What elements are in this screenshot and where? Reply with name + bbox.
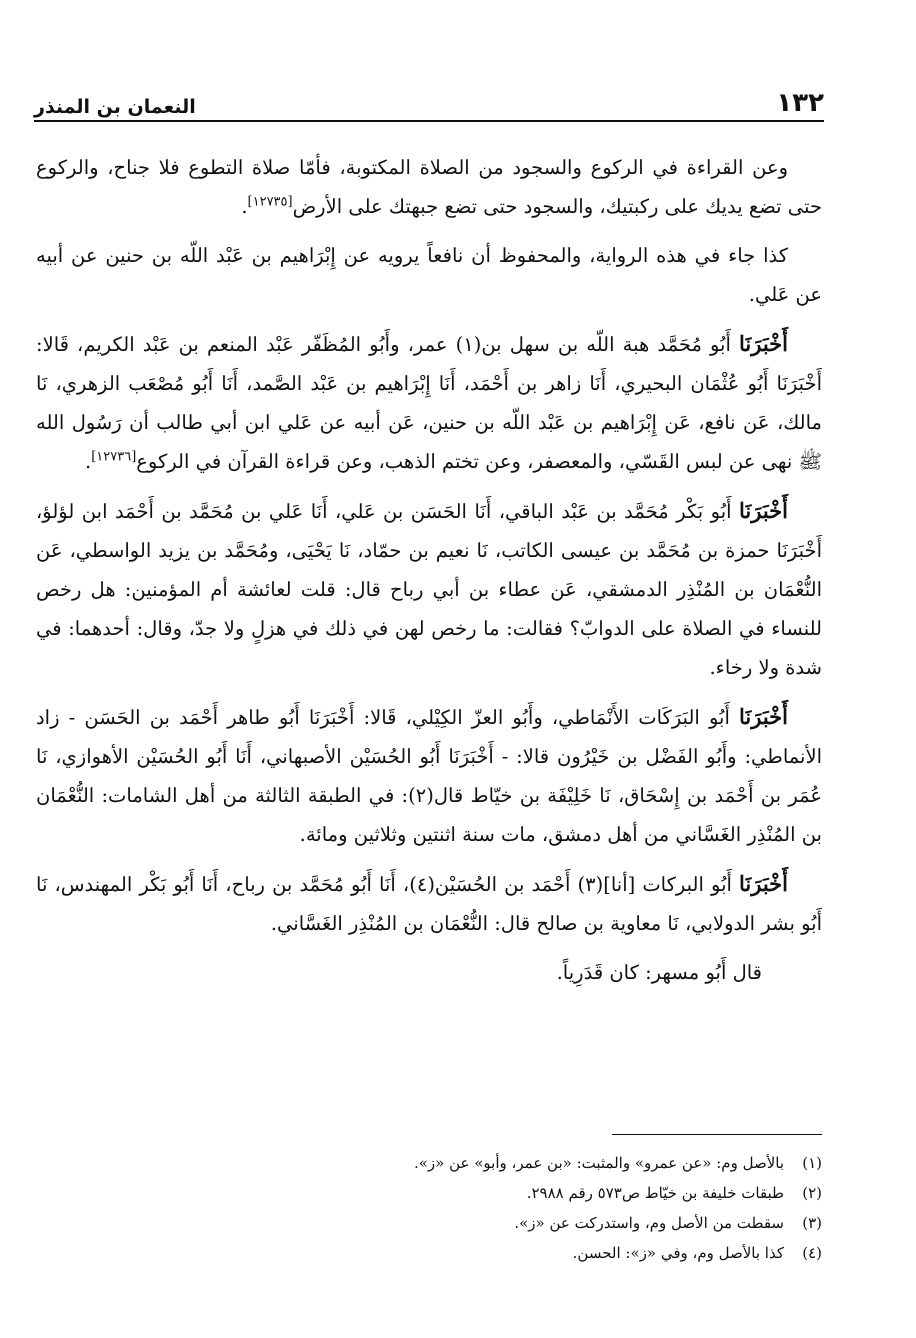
paragraph-7 (36, 953, 822, 992)
akhbarana-lead: أَخْبَرَنَا (739, 704, 788, 729)
paragraph-2 (36, 236, 822, 314)
paragraph-5 (36, 697, 822, 854)
footnote-number: (٤) (802, 1244, 822, 1262)
hadith-number: [١٢٧٣٦] (91, 449, 137, 465)
main-text (36, 148, 822, 1002)
paragraph-4 (36, 491, 822, 687)
footnote-text: كذا بالأصل وم، وفي «ز»: الحسن. (572, 1244, 784, 1262)
paragraph-text: وعن القراءة في الركوع والسجود من الصلاة المكتوبة، فأمّا صلاة التطوع فلا جناح، والركوع حتى تضع يديك على ركبتيك، والسجود حتى تضع جبهتك على الأرض (36, 156, 822, 218)
footnote-number: (٣) (802, 1214, 822, 1232)
footnotes (200, 1148, 822, 1268)
paragraph-text: أَبُو البركات [أنا](٣) أَحْمَد بن الحُسَيْن(٤)، أَنَا أَبُو مُحَمَّد بن رباح، أَنَا أَبُو بَكْر المهندس، نَا أَبُو بشر الدولابي، نَا معاوية بن صالح قال: النُّعْمَان بن المُنْذِر الغَسَّاني. (36, 873, 822, 935)
footnote-separator (612, 1134, 822, 1135)
footnote (200, 1208, 822, 1238)
header-rule (34, 120, 824, 122)
footnote-text: طبقات خليفة بن خيّاط ص٥٧٣ رقم ٢٩٨٨. (526, 1184, 784, 1202)
hadith-number: [١٢٧٣٥] (247, 194, 293, 210)
paragraph-tail: . (85, 450, 92, 473)
footnote (200, 1238, 822, 1268)
paragraph-text: أَبُو مُحَمَّد هبة اللّه بن سهل بن(١) عمر، وأَبُو المُظَفّر عَبْد المنعم بن عَبْد الكريم، قَالا: أَخْبَرَنَا أَبُو عُثْمَان البحيري، أَنَا زاهر بن أَحْمَد، أَنَا إِبْرَاهيم بن عَبْد الصَّمد، أَنَا أَبُو مُصْعَب الزهري، نَا مالك، عَن نافع، عَن إِبْرَاهيم بن عَبْد اللّه بن حنين، عَن أبيه عن عَلي ابن أبي طالب أن رَسُول الله ﷺ نهى عن لبس القَسّي، والمعصفر، وعن تختم الذهب، وعن قراءة القرآن في الركوع (36, 333, 822, 473)
paragraph-1 (36, 148, 822, 226)
page-number: ١٣٢ (776, 88, 824, 118)
page-header (34, 76, 824, 118)
paragraph-text: أَبُو البَرَكَات الأَنْمَاطي، وأَبُو العزّ الكِيْلي، قَالا: أَخْبَرَنَا أَبُو طاهر أَحْمَد بن الحَسَن - زاد الأنماطي: وأَبُو الفَضْل بن خَيْرُون قالا: - أَخْبَرَنَا أَبُو الحُسَيْن الأصبهاني، أَنَا أَبُو الحُسَيْن الأهوازي، نَا عُمَر بن أَحْمَد بن إِسْحَاق، نَا خَلِيْفَة بن خيّاط قال(٢): في الطبقة الثالثة من أهل الشامات: النُّعْمَان بن المُنْذِر الغَسَّاني من أهل دمشق، مات سنة اثنتين وثلاثين ومائة. (36, 706, 822, 846)
footnote-number: (٢) (802, 1184, 822, 1202)
paragraph-6 (36, 864, 822, 943)
footnote-text: سقطت من الأصل وم، واستدركت عن «ز». (514, 1214, 784, 1232)
footnote-number: (١) (802, 1154, 822, 1172)
footnote-text: بالأصل وم: «عن عمرو» والمثبت: «بن عمر، وأبو» عن «ز». (413, 1154, 784, 1172)
footnote (200, 1148, 822, 1178)
paragraph-text: كذا جاء في هذه الرواية، والمحفوظ أن نافعاً يرويه عن إِبْرَاهيم بن عَبْد اللّه بن حنين عن أبيه عن عَلي. (36, 244, 822, 306)
footnote (200, 1178, 822, 1208)
akhbarana-lead: أَخْبَرَنَا (739, 871, 788, 896)
running-title: النعمان بن المنذر (34, 96, 196, 118)
paragraph-text: أَبُو بَكْر مُحَمَّد بن عَبْد الباقي، أَنَا الحَسَن بن عَلي، أَنَا عَلي بن مُحَمَّد بن أَحْمَد ابن لؤلؤ، أَخْبَرَنَا حمزة بن مُحَمَّد بن عيسى الكاتب، نَا نعيم بن حمّاد، نَا يَحْيَى، ومُحَمَّد بن يزيد الواسطي، عَن النُّعْمَان بن المُنْذِر الدمشقي، عَن عطاء بن أبي رباح قال: قلت لعائشة أم المؤمنين: هل رخص للنساء في الصلاة على الدوابّ؟ فقالت: ما رخص لهن في ذلك في هزلٍ ولا جدّ، وقال: أحدهما: في شدة ولا رخاء. (36, 500, 822, 679)
paragraph-3 (36, 324, 822, 481)
paragraph-tail: . (241, 195, 248, 218)
akhbarana-lead: أَخْبَرَنَا (739, 331, 788, 356)
akhbarana-lead: أَخْبَرَنَا (739, 498, 788, 523)
paragraph-text: قال أَبُو مسهر: كان قَدَرِياً. (556, 961, 762, 984)
